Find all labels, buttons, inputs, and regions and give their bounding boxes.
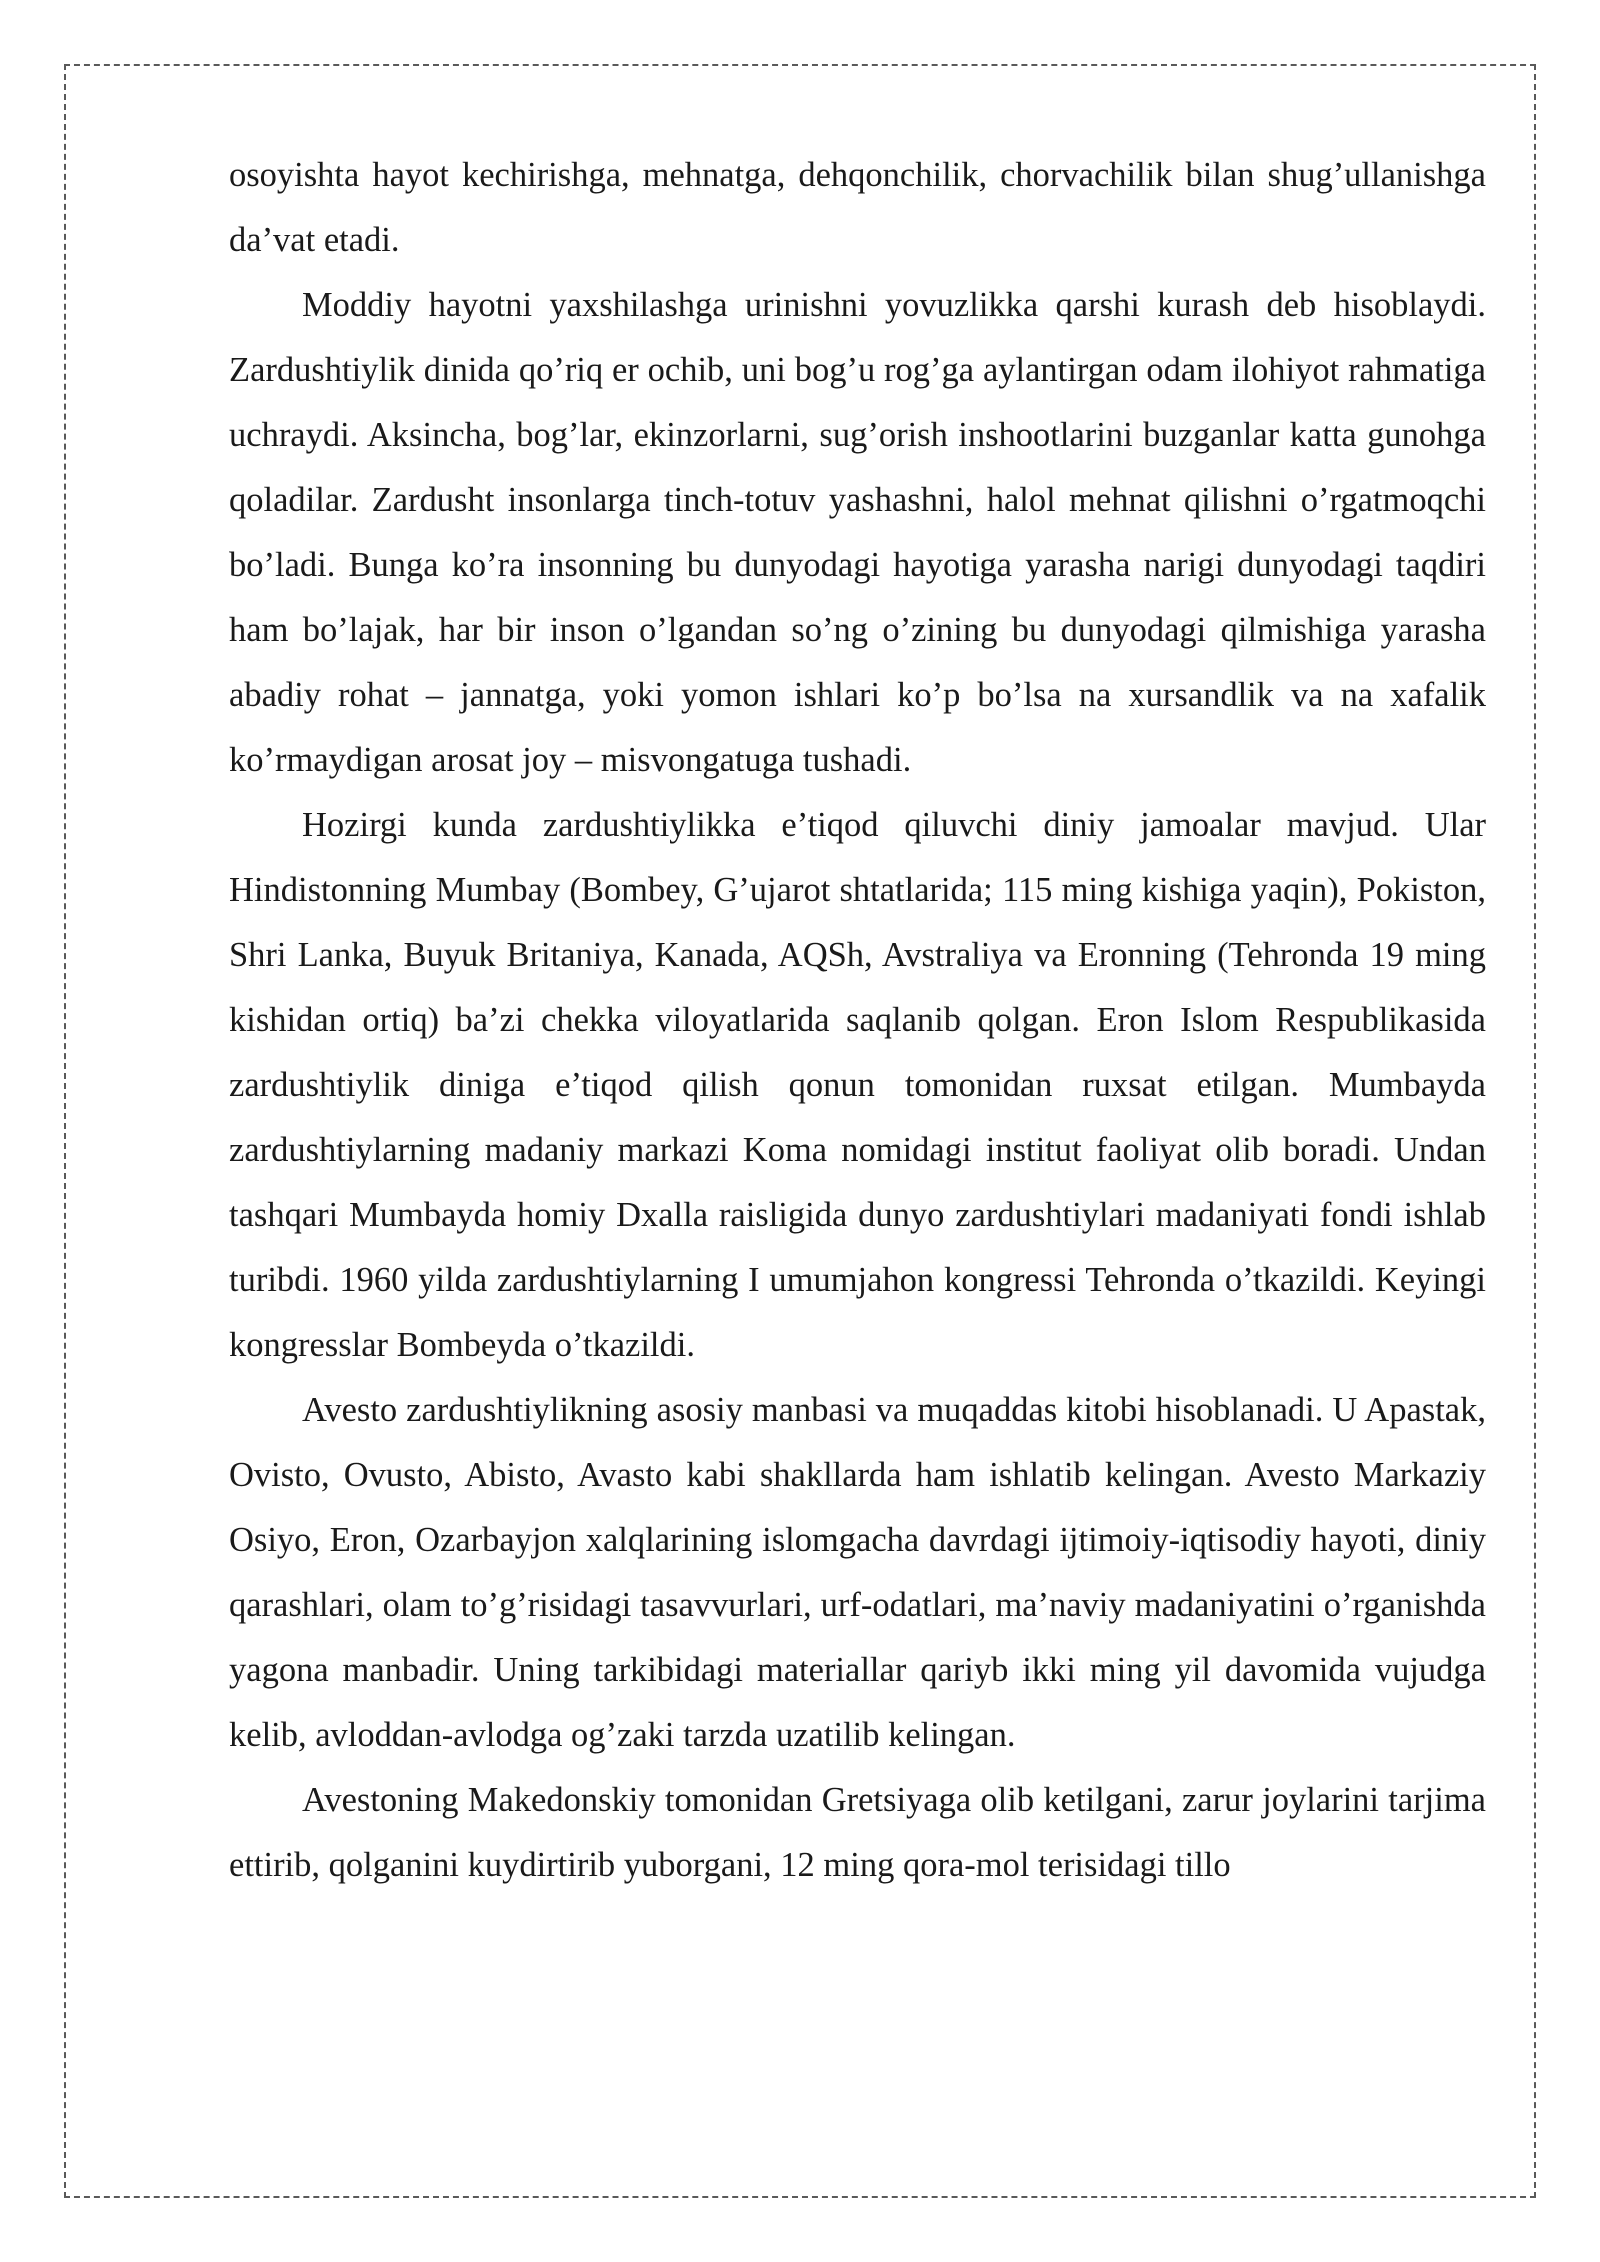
paragraph-avesto-history: Avestoning Makedonskiy tomonidan Gretsiyaga olib ketilgani, zarur joylarini tarjima ettirib, qolganini kuydirtirib yuborgani, 12 ming qora-mol terisidagi tillo: [229, 1781, 1486, 1884]
paragraph-modern-communities: Hozirgi kunda zardushtiylikka e’tiqod qiluvchi diniy jamoalar mavjud. Ular Hindistonning Mumbay (Bombey, G’ujarot shtatlarida; 115 ming kishiga yaqin), Pokiston, Shri Lanka, Buyuk Britaniya, Kanada, AQSh, Avstraliya va Eronning (Tehronda 19 ming kishidan ortiq) ba’zi chekka viloyatlarida saqlanib qolgan. Eron Islom Respublikasida zardushtiylik diniga e’tiqod qilish qonun tomonidan ruxsat etilgan. Mumbayda zardushtiylarning madaniy markazi Koma nomidagi institut faoliyat olib boradi. Undan tashqari Mumbayda homiy Dxalla raisligida dunyo zardushtiylari madaniyati fondi ishlab turibdi. 1960 yilda zardushtiylarning I umumjahon kongressi Tehronda o’tkazildi. Keyingi kongresslar Bombeyda o’tkazildi.: [229, 806, 1486, 1364]
paragraph-continued: osoyishta hayot kechirishga, mehnatga, dehqonchilik, chorvachilik bilan shug’ullanishga da’vat etadi.: [229, 156, 1486, 259]
document-body: [229, 143, 1486, 1898]
paragraph-material-life: Moddiy hayotni yaxshilashga urinishni yovuzlikka qarshi kurash deb hisoblaydi. Zardushtiylik dinida qo’riq er ochib, uni bog’u rog’ga aylantirgan odam ilohiyot rahmatiga uchraydi. Aksincha, bog’lar, ekinzorlarni, sug’orish inshootlarini buzganlar katta gunohga qoladilar. Zardusht insonlarga tinch-totuv yashashni, halol mehnat qilishni o’rgatmoqchi bo’ladi. Bunga ko’ra insonning bu dunyodagi hayotiga yarasha narigi dunyodagi taqdiri ham bo’lajak, har bir inson o’lgandan so’ng o’zining bu dunyodagi qilmishiga yarasha abadiy rohat – jannatga, yoki yomon ishlari ko’p bo’lsa na xursandlik va na xafalik ko’rmaydigan arosat joy – misvongatuga tushadi.: [229, 286, 1486, 779]
paragraph-avesto-source: Avesto zardushtiylikning asosiy manbasi va muqaddas kitobi hisoblanadi. U Apastak, Ovisto, Ovusto, Abisto, Avasto kabi shakllarda ham ishlatib kelingan. Avesto Markaziy Osiyo, Eron, Ozarbayjon xalqlarining islomgacha davrdagi ijtimoiy-iqtisodiy hayoti, diniy qarashlari, olam to’g’risidagi tasavvurlari, urf-odatlari, ma’naviy madaniyatini o’rganishda yagona manbadir. Uning tarkibidagi materiallar qariyb ikki ming yil davomida vujudga kelib, avloddan-avlodga og’zaki tarzda uzatilib kelingan.: [229, 1391, 1486, 1754]
